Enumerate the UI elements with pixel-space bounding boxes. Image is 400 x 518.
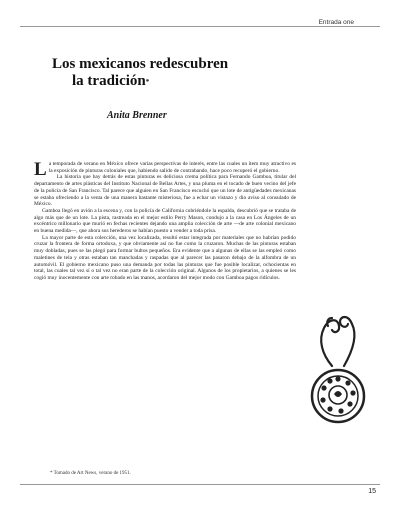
pre-hispanic-glyph-illustration xyxy=(304,304,372,434)
drop-cap: L xyxy=(34,159,47,180)
title-line-2-wrap xyxy=(52,73,312,90)
paragraph-4: La mayor parte de esta colección, una vez localizada, resultó estar integrada por materiales que no habrían podido cruzar la frontera de forma ortodoxa, y que obviamente así no fue como la cruzaron. Muchas de las pinturas estaban muy dobladas, pues se las plegó para formar bultos pequeños. Era evidente que a algunas de ellas se las empleó como maletines de tela y otras estaban tan manchadas y raspadas que al parecer las pasaron debajo de la alfombra de un automóvil. El gobierno mexicano puso una demanda por todas las pinturas que fue posible localizar, ochocientas en total, las cuales tal vez sí o tal vez no eran parte de la colección original. Algunos de los propietarios, a quienes se les cogió muy inocentemente con arte robado en las manos, acordaron del mejor modo con Gamboa pagos ridículos. xyxy=(34,234,296,281)
title-line-1: Los mexicanos redescubren xyxy=(52,56,229,72)
title-line-2: la tradición xyxy=(72,73,146,89)
title-footnote-mark: * xyxy=(145,78,150,86)
paragraph-1-text: a temporada de verano en México ofrece varias perspectivas de interés, entre las cuales un ítem muy atractivo es la exposición de pinturas coloniales que, habiendo salido de contrabando, hace poco recuperó el gobierno. xyxy=(48,161,296,174)
section-label: Entrada one xyxy=(315,19,358,26)
header-rule xyxy=(20,26,380,27)
footnote: * Tomado de Art News, verano de 1951. xyxy=(50,471,131,476)
page-number: 15 xyxy=(368,488,376,495)
paragraph-1 xyxy=(34,159,296,180)
article-body xyxy=(34,161,296,282)
paragraph-3: Gamboa llegó en avión a la escena y, con la policía de California cubriéndole la espalda, descubrió que se trataba de algo más que de un lote. La pista, rastreada en el mejor estilo Perry Mason, condujo a la casa en Los Ángeles de un excéntrico millonario que murió en fechas recientes dejando una amplia colección de arte —de arte colonial mexicano en buena medida—, que ahora sus herederos se habían puesto a vender a toda prisa. xyxy=(34,207,296,235)
paragraph-2: La historia que hay detrás de estas pinturas es deliciosa crema política para Fernando Gamboa, titular del departamento de artes plásticas del Instituto Nacional de Bellas Artes, y una pluma en el tocado de buen vecino del jefe de la policía de San Francisco. Tal parece que alguien en San Francisco escuchó que un lote de antigüedades mexicanas se estaba ofreciendo a la venta de una manera bastante misteriosa, fue a echar un vistazo y dio aviso al consulado de México. xyxy=(34,174,296,208)
author-name: Anita Brenner xyxy=(107,110,167,121)
article-title xyxy=(52,56,312,90)
footer-rule xyxy=(20,484,380,485)
